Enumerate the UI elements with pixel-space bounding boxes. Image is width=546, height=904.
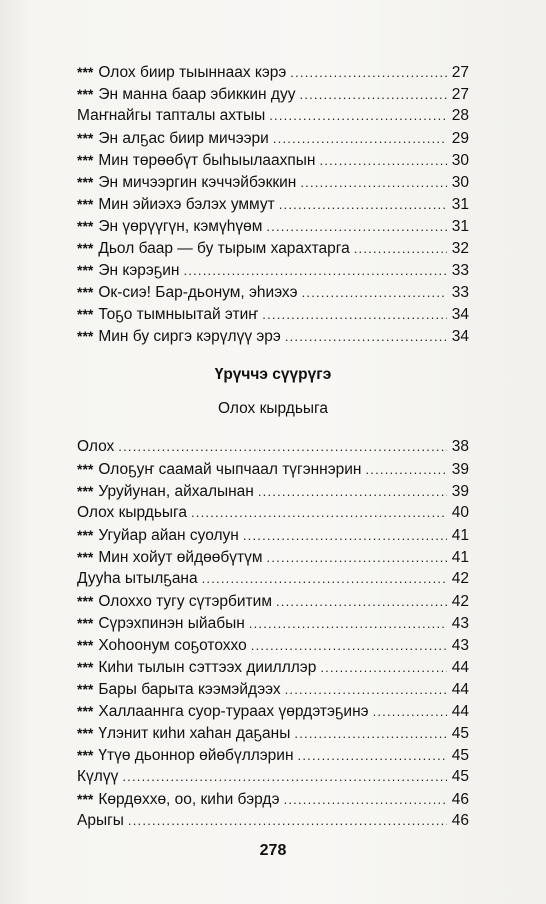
- entry-stars: ***: [77, 483, 94, 499]
- leader-dots: [299, 84, 447, 106]
- entry-title: Эн алҕас биир мичээри: [98, 130, 269, 147]
- entry-title: Дьол баар — бу тырым харахтарга: [98, 240, 350, 257]
- entry-title: Сүрэхпинэн ыйабын: [98, 615, 245, 632]
- toc-entry: [77, 788, 469, 810]
- leader-dots: [294, 723, 447, 745]
- leader-dots: [354, 238, 447, 260]
- toc-entry: [77, 436, 469, 458]
- entry-stars: ***: [77, 328, 94, 344]
- toc-entry: [77, 810, 469, 832]
- entry-page: 33: [451, 262, 469, 279]
- leader-dots: [122, 766, 447, 788]
- entry-title: Хоһоонум соҕотоххо: [98, 637, 247, 654]
- subsection-heading: Олох кырдьыга: [218, 400, 328, 417]
- entry-title: Күлүү: [77, 768, 119, 785]
- entry-stars: ***: [77, 196, 94, 212]
- toc-entry: [77, 105, 469, 127]
- entry-page: 31: [451, 196, 469, 213]
- entry-page: 45: [451, 768, 469, 785]
- leader-dots: [285, 679, 447, 701]
- toc-entry: [77, 281, 469, 303]
- leader-dots: [302, 282, 447, 304]
- toc-entry: [77, 524, 469, 546]
- entry-title: Олох кырдьыга: [77, 504, 187, 521]
- leader-dots: [243, 525, 447, 547]
- page-number: 278: [259, 842, 287, 859]
- toc-entry: [77, 480, 469, 502]
- entry-stars: ***: [77, 791, 94, 807]
- leader-dots: [267, 547, 447, 569]
- entry-page: 39: [451, 461, 469, 478]
- entry-title: Халлааннга суор-тураах үөрдэтэҕинэ: [98, 703, 369, 720]
- entry-page: 34: [451, 328, 469, 345]
- entry-stars: ***: [77, 593, 94, 609]
- entry-page: 43: [451, 615, 469, 632]
- leader-dots: [269, 105, 447, 127]
- toc-entry: [77, 171, 469, 193]
- entry-title: Тоҕо тымныытай этиҥ: [98, 306, 259, 323]
- entry-title: Маҥнайгы тапталы ахтыы: [77, 107, 266, 124]
- entry-title: Арыгы: [77, 812, 124, 829]
- entry-page: 27: [451, 86, 469, 103]
- entry-title: Дууһа ытылҕана: [77, 570, 198, 587]
- entry-title: Мин хойут өйдөөбүтүм: [98, 549, 263, 566]
- entry-title: Мин төрөөбүт быһыылаахпын: [98, 152, 316, 169]
- entry-page: 34: [451, 306, 469, 323]
- leader-dots: [290, 62, 447, 84]
- entry-page: 29: [451, 130, 469, 147]
- toc-entry: [77, 237, 469, 259]
- toc-entry: [77, 61, 469, 83]
- leader-dots: [184, 260, 448, 282]
- toc-entry: [77, 634, 469, 656]
- entry-stars: ***: [77, 461, 94, 477]
- leader-dots: [373, 701, 447, 723]
- entry-stars: ***: [77, 659, 94, 675]
- entry-title: Олох: [77, 438, 115, 455]
- entry-title: Олоҕуҥ саамай чыпчаал түгэннэрин: [98, 461, 362, 478]
- entry-title: Уруйунан, айхалынан: [98, 483, 254, 500]
- entry-page: 42: [451, 593, 469, 610]
- toc-entry: [77, 259, 469, 281]
- entry-page: 41: [451, 549, 469, 566]
- toc-entry: [77, 215, 469, 237]
- toc-entry: [77, 678, 469, 700]
- entry-page: 28: [451, 107, 469, 124]
- entry-page: 30: [451, 174, 469, 191]
- entry-title: Ок-сиэ! Бар-дьонум, эһиэхэ: [98, 284, 298, 301]
- toc-entry: [77, 656, 469, 678]
- leader-dots: [128, 810, 447, 832]
- entry-stars: ***: [77, 306, 94, 322]
- entry-page: 43: [451, 637, 469, 654]
- entry-stars: ***: [77, 615, 94, 631]
- entry-page: 30: [451, 152, 469, 169]
- entry-title: Эн манна баар эбиккин дуу: [98, 86, 296, 103]
- leader-dots: [262, 304, 447, 326]
- entry-page: 39: [451, 483, 469, 500]
- toc-entry: [77, 766, 469, 788]
- entry-stars: ***: [77, 152, 94, 168]
- leader-dots: [365, 459, 447, 481]
- leader-dots: [285, 326, 447, 348]
- toc-entry: [77, 127, 469, 149]
- toc-entry: [77, 546, 469, 568]
- toc-entry: [77, 83, 469, 105]
- toc-entry: [77, 303, 469, 325]
- entry-stars: ***: [77, 549, 94, 565]
- toc-entry: [77, 590, 469, 612]
- entry-stars: ***: [77, 130, 94, 146]
- entry-stars: ***: [77, 218, 94, 234]
- toc-entry: [77, 149, 469, 171]
- toc-entry: [77, 325, 469, 347]
- entry-page: 44: [451, 703, 469, 720]
- entry-page: 44: [451, 681, 469, 698]
- section-heading: Үрүччэ сүүрүгэ: [214, 366, 332, 383]
- entry-title: Үтүө дьоннор өйөбүллэрин: [98, 747, 294, 764]
- entry-stars: ***: [77, 703, 94, 719]
- entry-page: 27: [451, 64, 469, 81]
- entry-stars: ***: [77, 174, 94, 190]
- entry-title: Угуйар айан суолун: [98, 527, 239, 544]
- entry-stars: ***: [77, 64, 94, 80]
- leader-dots: [191, 502, 447, 524]
- entry-stars: ***: [77, 240, 94, 256]
- entry-page: 32: [451, 240, 469, 257]
- entry-stars: ***: [77, 637, 94, 653]
- toc-entry: [77, 722, 469, 744]
- entry-title: Бары барыта кээмэйдээх: [98, 681, 281, 698]
- leader-dots: [258, 481, 447, 503]
- entry-title: Олоххо тугу сүтэрбитим: [98, 593, 272, 610]
- leader-dots: [251, 635, 447, 657]
- entry-page: 46: [451, 812, 469, 829]
- entry-page: 38: [451, 438, 469, 455]
- toc-entry: [77, 193, 469, 215]
- entry-page: 46: [451, 791, 469, 808]
- leader-dots: [300, 172, 447, 194]
- entry-page: 44: [451, 659, 469, 676]
- leader-dots: [273, 128, 447, 150]
- entry-page: 45: [451, 725, 469, 742]
- entry-title: Эн үөрүүгүн, кэмүһүөм: [98, 218, 263, 235]
- leader-dots: [319, 150, 447, 172]
- entry-stars: ***: [77, 747, 94, 763]
- entry-stars: ***: [77, 725, 94, 741]
- leader-dots: [276, 591, 447, 613]
- leader-dots: [298, 745, 447, 767]
- entry-title: Эн мичээргин кэччэйбэккин: [98, 174, 297, 191]
- entry-title: Мин эйиэхэ бэлэх уммут: [98, 196, 275, 213]
- toc-entry: [77, 502, 469, 524]
- entry-page: 41: [451, 527, 469, 544]
- leader-dots: [202, 568, 447, 590]
- entry-page: 33: [451, 284, 469, 301]
- leader-dots: [266, 216, 447, 238]
- toc-entry: [77, 612, 469, 634]
- entry-title: Көрдөххө, оо, киһи бэрдэ: [98, 791, 280, 808]
- entry-title: Олох биир тыыннаах кэрэ: [98, 64, 287, 81]
- entry-title: Үлэнит киһи хаһан даҕаны: [98, 725, 291, 742]
- entry-stars: ***: [77, 284, 94, 300]
- toc-entry: [77, 568, 469, 590]
- entry-title: Киһи тылын сэттээх диилллэр: [98, 659, 317, 676]
- entry-page: 40: [451, 504, 469, 521]
- leader-dots: [118, 436, 447, 458]
- entry-stars: ***: [77, 86, 94, 102]
- entry-stars: ***: [77, 527, 94, 543]
- entry-page: 45: [451, 747, 469, 764]
- leader-dots: [320, 657, 447, 679]
- leader-dots: [284, 789, 447, 811]
- toc-entry: [77, 744, 469, 766]
- entry-title: Мин бу сиргэ кэрүлүү эрэ: [98, 328, 281, 345]
- entry-title: Эн кэрэҕин: [98, 262, 180, 279]
- entry-stars: ***: [77, 262, 94, 278]
- leader-dots: [249, 613, 447, 635]
- toc-entry: [77, 700, 469, 722]
- entry-page: 31: [451, 218, 469, 235]
- leader-dots: [279, 194, 447, 216]
- entry-page: 42: [451, 570, 469, 587]
- toc-entry: [77, 458, 469, 480]
- entry-stars: ***: [77, 681, 94, 697]
